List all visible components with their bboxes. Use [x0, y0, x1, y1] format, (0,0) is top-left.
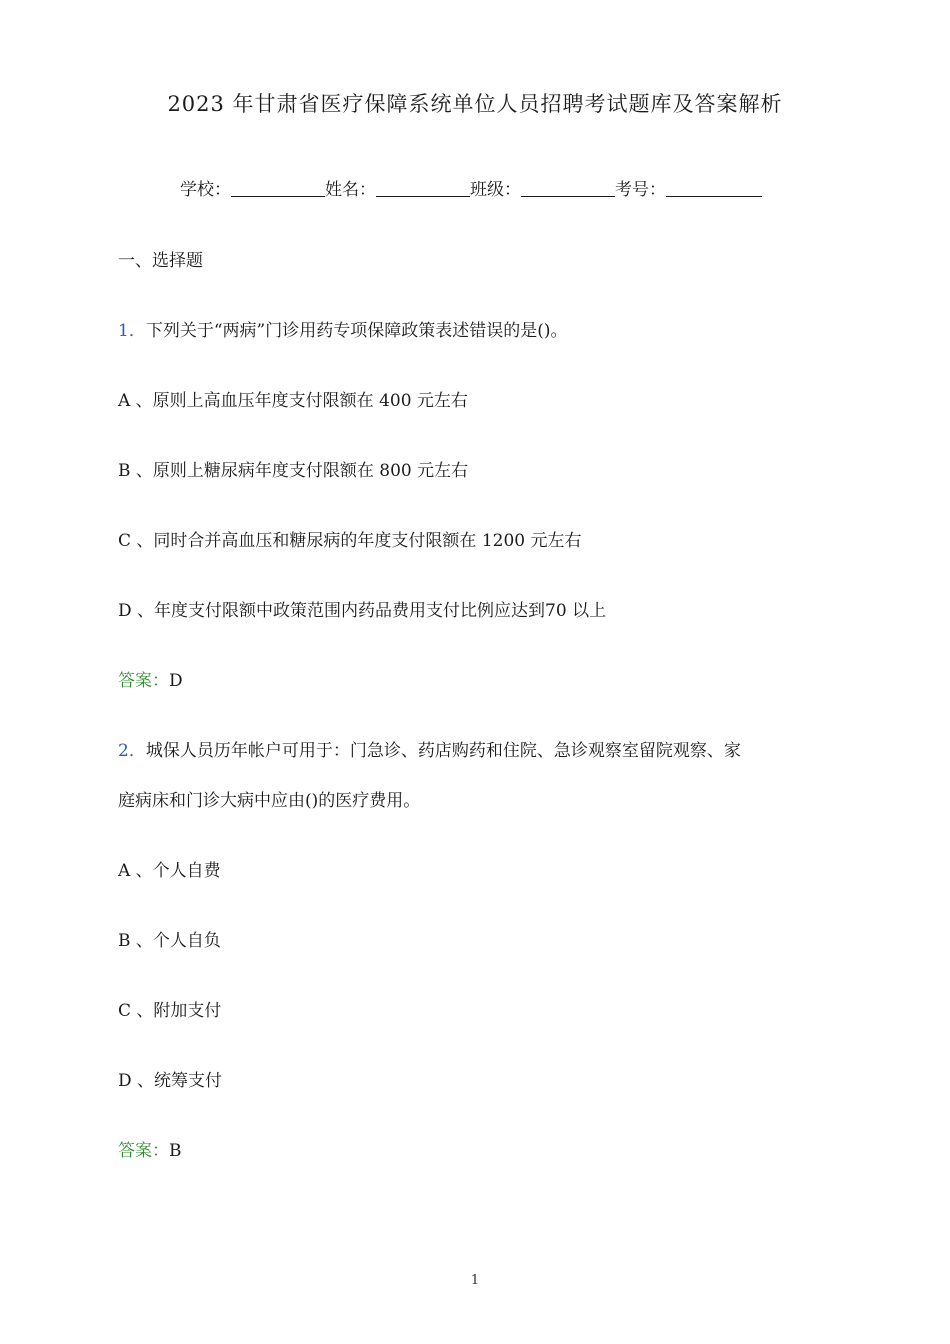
- option-b: B 、个人自负: [118, 931, 221, 951]
- page-number: 1: [470, 1273, 480, 1288]
- answer-value: B: [169, 1141, 182, 1161]
- answer-value: D: [169, 671, 183, 691]
- school-blank: [231, 178, 325, 197]
- option-d: D 、统筹支付: [118, 1071, 223, 1091]
- option-a: A 、原则上高血压年度支付限额在 400 元左右: [118, 391, 468, 411]
- answer-label: 答案：: [118, 671, 169, 691]
- student-info-line: [180, 175, 762, 200]
- option-c: C 、同时合并高血压和糖尿病的年度支付限额在 1200 元左右: [118, 531, 582, 551]
- option-b: B 、原则上糖尿病年度支付限额在 800 元左右: [118, 461, 469, 481]
- question-number: 2．: [118, 741, 146, 761]
- option-a: A 、个人自费: [118, 861, 221, 881]
- document-title: 2023 年甘肃省医疗保障系统单位人员招聘考试题库及答案解析: [167, 92, 783, 116]
- class-blank: [521, 178, 615, 197]
- exam-number-label: 考号：: [615, 180, 666, 200]
- section-heading: 一、选择题: [118, 251, 203, 271]
- school-label: 学校：: [180, 180, 231, 200]
- option-c: C 、附加支付: [118, 1001, 222, 1021]
- question-1: [118, 316, 567, 341]
- question-2: [118, 736, 741, 761]
- exam-number-blank: [666, 178, 762, 197]
- question-text: 城保人员历年帐户可用于：门急诊、药店购药和住院、急诊观察室留院观察、家: [145, 741, 741, 761]
- class-label: 班级：: [470, 180, 521, 200]
- name-blank: [376, 178, 470, 197]
- answer-label: 答案：: [118, 1141, 169, 1161]
- answer-line: [118, 1136, 182, 1161]
- question-number: 1．: [118, 321, 146, 341]
- name-label: 姓名：: [325, 180, 376, 200]
- question-text-continued: 庭病床和门诊大病中应由()的医疗费用。: [118, 791, 421, 811]
- question-text: 下列关于“两病”门诊用药专项保障政策表述错误的是()。: [145, 321, 568, 341]
- option-d: D 、年度支付限额中政策范围内药品费用支付比例应达到70 以上: [118, 601, 607, 621]
- answer-line: [118, 666, 183, 691]
